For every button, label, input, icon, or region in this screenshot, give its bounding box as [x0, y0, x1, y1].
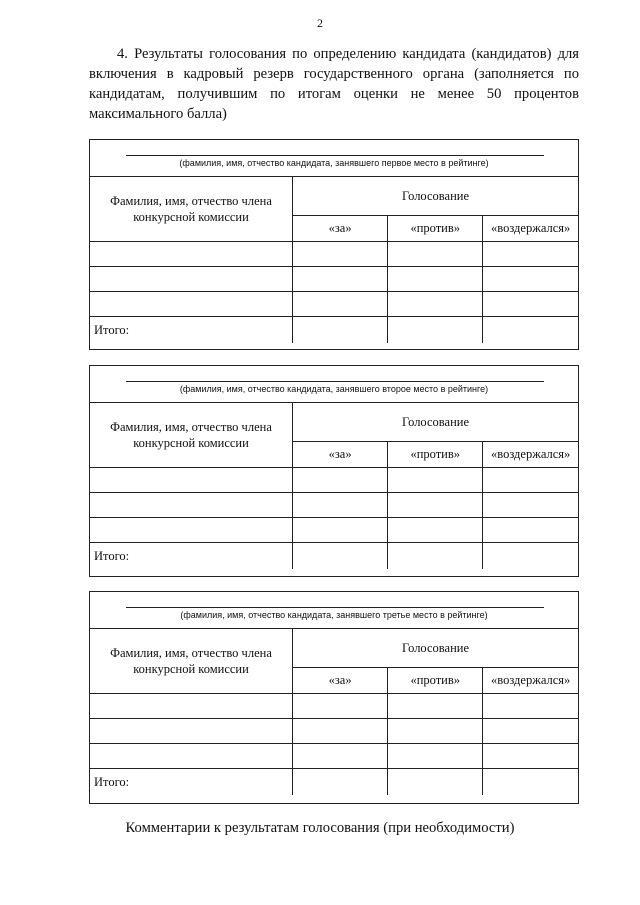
total-row: [90, 317, 578, 344]
total-for-cell[interactable]: [293, 543, 388, 570]
table-row: [90, 518, 578, 543]
against-cell[interactable]: [388, 267, 483, 292]
member-cell[interactable]: [90, 719, 293, 744]
member-cell[interactable]: [90, 518, 293, 543]
for-cell[interactable]: [293, 694, 388, 719]
total-row: [90, 543, 578, 570]
member-cell[interactable]: [90, 267, 293, 292]
table-row: [90, 267, 578, 292]
candidate-name-field[interactable]: [90, 140, 578, 177]
vote-header: Голосование: [293, 177, 579, 216]
abstain-cell[interactable]: [483, 242, 578, 267]
vote-for-header: «за»: [293, 216, 388, 242]
voting-table-second-place: [89, 365, 579, 577]
table-row: [90, 694, 578, 719]
total-abstain-cell[interactable]: [483, 543, 578, 570]
vote-for-header: «за»: [293, 668, 388, 694]
abstain-cell[interactable]: [483, 468, 578, 493]
total-row: [90, 769, 578, 796]
candidate-caption: (фамилия, имя, отчество кандидата, занявшего второе место в рейтинге): [179, 384, 489, 394]
table-row: [90, 719, 578, 744]
abstain-cell[interactable]: [483, 744, 578, 769]
table-row: [90, 292, 578, 317]
member-cell[interactable]: [90, 468, 293, 493]
member-cell[interactable]: [90, 242, 293, 267]
for-cell[interactable]: [293, 242, 388, 267]
candidate-name-field[interactable]: [90, 366, 578, 403]
for-cell[interactable]: [293, 493, 388, 518]
member-header: Фамилия, имя, отчество члена конкурсной комиссии: [90, 403, 293, 468]
for-cell[interactable]: [293, 719, 388, 744]
against-cell[interactable]: [388, 694, 483, 719]
abstain-cell[interactable]: [483, 719, 578, 744]
member-header: Фамилия, имя, отчество члена конкурсной комиссии: [90, 177, 293, 242]
against-cell[interactable]: [388, 518, 483, 543]
table-row: [90, 468, 578, 493]
member-cell[interactable]: [90, 744, 293, 769]
against-cell[interactable]: [388, 242, 483, 267]
abstain-cell[interactable]: [483, 694, 578, 719]
candidate-name-line: [126, 155, 544, 156]
vote-against-header: «против»: [388, 668, 483, 694]
total-for-cell[interactable]: [293, 769, 388, 796]
vote-abstain-header: «воздержался»: [483, 442, 578, 468]
candidate-caption: (фамилия, имя, отчество кандидата, занявшего третье место в рейтинге): [180, 610, 488, 620]
member-cell[interactable]: [90, 493, 293, 518]
for-cell[interactable]: [293, 468, 388, 493]
for-cell[interactable]: [293, 292, 388, 317]
total-against-cell[interactable]: [388, 769, 483, 796]
for-cell[interactable]: [293, 267, 388, 292]
against-cell[interactable]: [388, 292, 483, 317]
candidate-name-line: [126, 607, 544, 608]
vote-header: Голосование: [293, 629, 579, 668]
total-abstain-cell[interactable]: [483, 769, 578, 796]
vote-abstain-header: «воздержался»: [483, 216, 578, 242]
voting-grid: [90, 403, 578, 569]
against-cell[interactable]: [388, 744, 483, 769]
abstain-cell[interactable]: [483, 292, 578, 317]
candidate-name-line: [126, 381, 544, 382]
voting-table-third-place: [89, 591, 579, 804]
total-against-cell[interactable]: [388, 317, 483, 344]
abstain-cell[interactable]: [483, 518, 578, 543]
voting-table-first-place: [89, 139, 579, 350]
total-label: Итого:: [90, 317, 293, 344]
vote-against-header: «против»: [388, 216, 483, 242]
vote-abstain-header: «воздержался»: [483, 668, 578, 694]
table-row: [90, 493, 578, 518]
voting-grid: [90, 177, 578, 343]
section-heading: 4. Результаты голосования по определению кандидата (кандидатов) для включения в кадровый резерв государственного органа (заполняется по кандидатам, получившим по итогам оценки не менее 50 процентов максимального балла): [89, 46, 579, 122]
table-row: [90, 242, 578, 267]
voting-grid: [90, 629, 578, 795]
total-label: Итого:: [90, 543, 293, 570]
candidate-caption: (фамилия, имя, отчество кандидата, занявшего первое место в рейтинге): [179, 158, 489, 168]
total-abstain-cell[interactable]: [483, 317, 578, 344]
page-number: 2: [317, 16, 323, 30]
against-cell[interactable]: [388, 493, 483, 518]
member-cell[interactable]: [90, 292, 293, 317]
against-cell[interactable]: [388, 719, 483, 744]
vote-for-header: «за»: [293, 442, 388, 468]
against-cell[interactable]: [388, 468, 483, 493]
member-cell[interactable]: [90, 694, 293, 719]
abstain-cell[interactable]: [483, 267, 578, 292]
abstain-cell[interactable]: [483, 493, 578, 518]
for-cell[interactable]: [293, 744, 388, 769]
total-label: Итого:: [90, 769, 293, 796]
candidate-name-field[interactable]: [90, 592, 578, 629]
vote-header: Голосование: [293, 403, 579, 442]
comments-label: Комментарии к результатам голосования (при необходимости): [125, 820, 515, 836]
for-cell[interactable]: [293, 518, 388, 543]
vote-against-header: «против»: [388, 442, 483, 468]
table-row: [90, 744, 578, 769]
member-header: Фамилия, имя, отчество члена конкурсной комиссии: [90, 629, 293, 694]
total-for-cell[interactable]: [293, 317, 388, 344]
total-against-cell[interactable]: [388, 543, 483, 570]
